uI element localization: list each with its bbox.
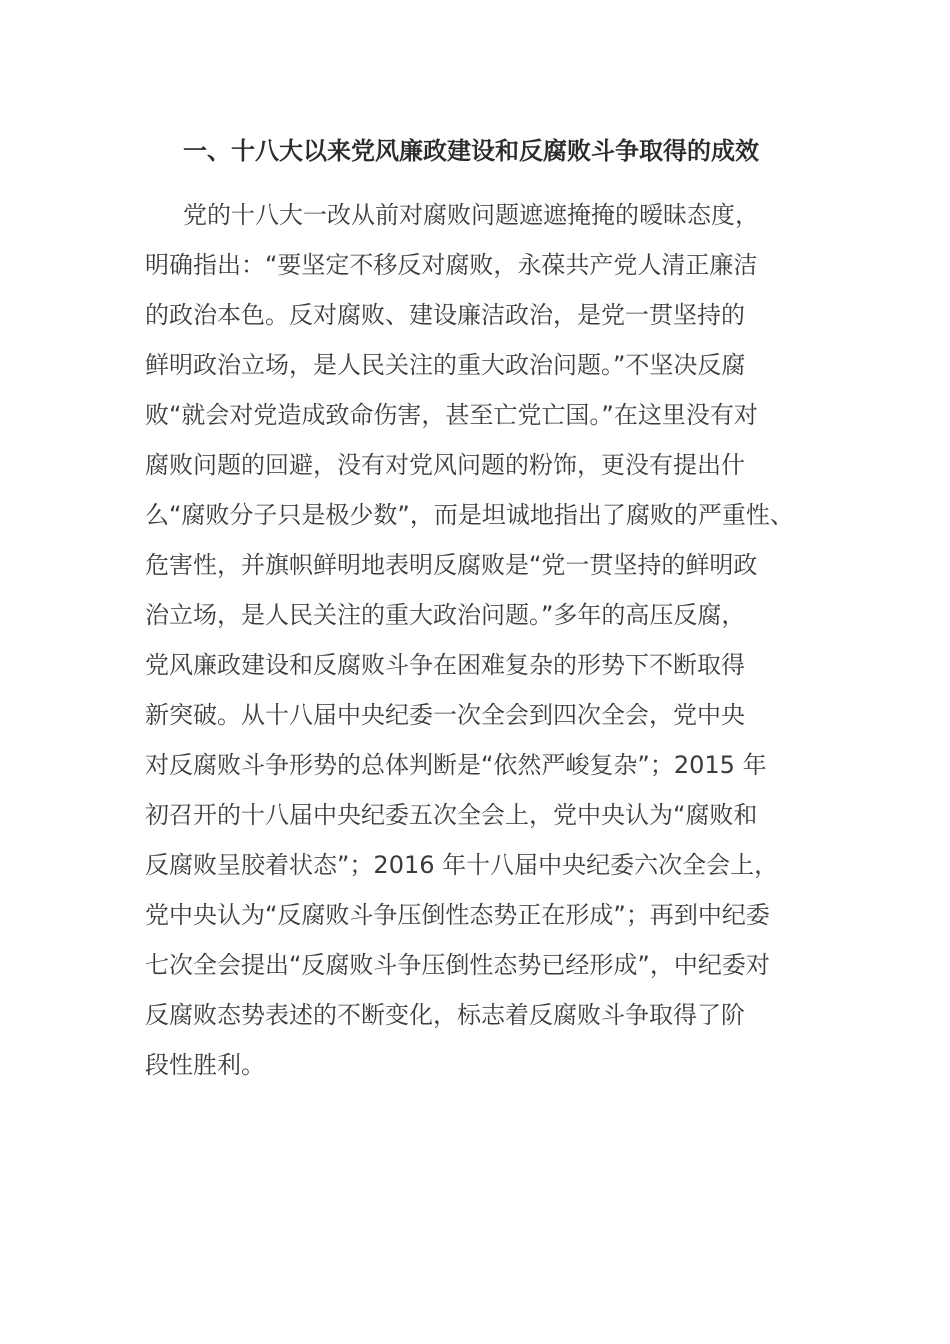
paragraph-line: 败“就会对党造成致命伤害，甚至亡党亡国。”在这里没有对	[145, 401, 758, 429]
paragraph-line: 新突破。从十八届中央纪委一次全会到四次全会，党中央	[145, 701, 745, 729]
paragraph-line: 对反腐败斗争形势的总体判断是“依然严峻复杂”；2015 年	[145, 751, 767, 779]
paragraph-line: 么“腐败分子只是极少数”，而是坦诚地指出了腐败的严重性、	[145, 501, 794, 529]
paragraph-line: 危害性，并旗帜鲜明地表明反腐败是“党一贯坚持的鲜明政	[145, 551, 758, 579]
paragraph-line: 七次全会提出“反腐败斗争压倒性态势已经形成”，中纪委对	[145, 951, 770, 979]
paragraph-line: 腐败问题的回避，没有对党风问题的粉饰，更没有提出什	[145, 451, 745, 479]
paragraph-line: 鲜明政治立场，是人民关注的重大政治问题。”不坚决反腐	[145, 351, 746, 379]
paragraph-line: 党中央认为“反腐败斗争压倒性态势正在形成”；再到中纪委	[145, 901, 770, 929]
section-heading: 一、十八大以来党风廉政建设和反腐败斗争取得的成效	[183, 137, 759, 165]
paragraph-line: 的政治本色。反对腐败、建设廉洁政治，是党一贯坚持的	[145, 301, 745, 329]
paragraph-line: 反腐败态势表述的不断变化，标志着反腐败斗争取得了阶	[145, 1001, 745, 1029]
paragraph-line: 反腐败呈胶着状态”；2016 年十八届中央纪委六次全会上，	[145, 851, 779, 879]
body-paragraph	[145, 190, 845, 1090]
paragraph-line: 治立场，是人民关注的重大政治问题。”多年的高压反腐，	[145, 601, 746, 629]
paragraph-line: 段性胜利。	[145, 1051, 265, 1079]
paragraph-line: 党风廉政建设和反腐败斗争在困难复杂的形势下不断取得	[145, 651, 745, 679]
paragraph-line: 党的十八大一改从前对腐败问题遮遮掩掩的暧昧态度，	[183, 201, 759, 229]
paragraph-line: 明确指出：“要坚定不移反对腐败，永葆共产党人清正廉洁	[145, 251, 758, 279]
paragraph-line: 初召开的十八届中央纪委五次全会上，党中央认为“腐败和	[145, 801, 758, 829]
